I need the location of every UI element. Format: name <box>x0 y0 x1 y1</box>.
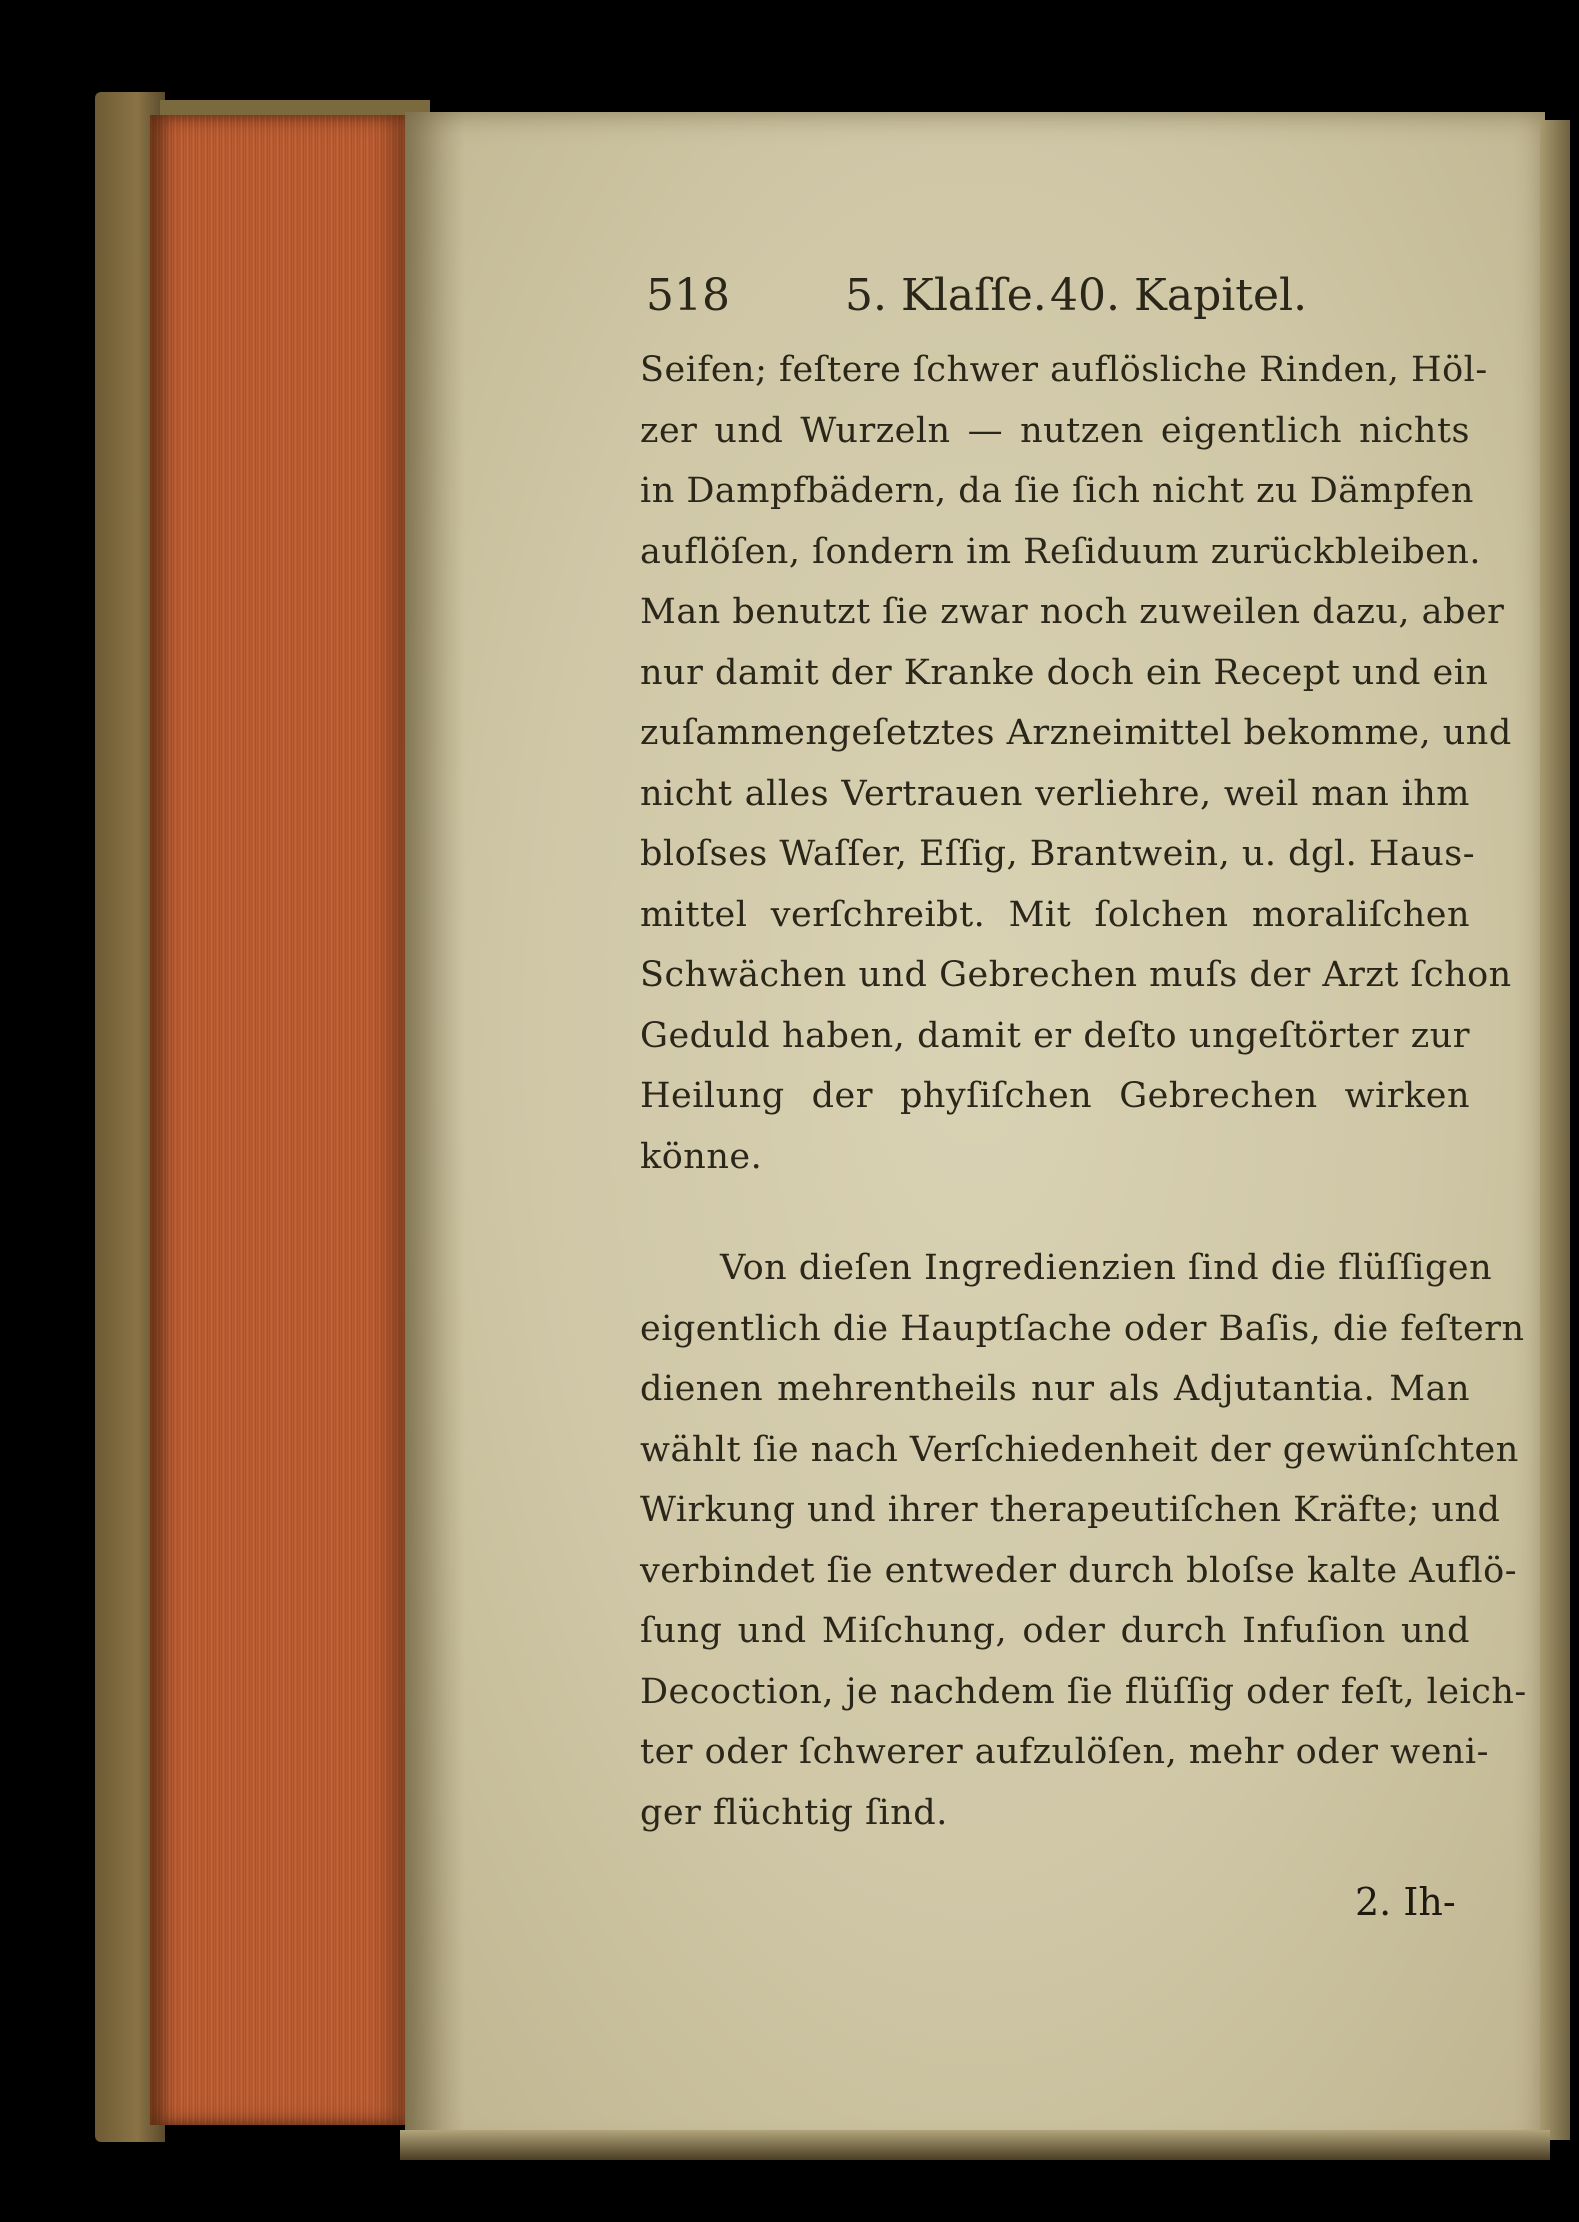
text-line: ter oder ſchwerer aufzulöſen, mehr oder weni- <box>640 1732 1489 1772</box>
paragraph-2 <box>640 1238 1527 1843</box>
running-head <box>640 270 1470 340</box>
text-line: könne. <box>640 1136 763 1177</box>
chapter-label: 40. Kapitel. <box>1050 270 1308 321</box>
text-line: Heilung der phyſiſchen Gebrechen wirken <box>640 1076 1470 1116</box>
text-line: zuſammengeſetztes Arzneimittel bekomme, und <box>640 713 1512 753</box>
text-line: Wirkung und ihrer therapeutiſchen Kräfte; und <box>640 1490 1501 1530</box>
page-number: 518 <box>646 270 730 321</box>
paragraph-gap <box>640 1187 1470 1238</box>
text-line: dienen mehrentheils nur als Adjutantia. Man <box>640 1369 1470 1409</box>
text-line: wählt ſie nach Verſchiedenheit der gewünſchten <box>640 1429 1519 1470</box>
text-line: ſung und Miſchung, oder durch Infuſion und <box>640 1611 1470 1651</box>
text-line: Man benutzt ſie zwar noch zuweilen dazu, aber <box>640 592 1505 632</box>
text-line: eigentlich die Hauptſache oder Baſis, die feſtern <box>640 1308 1525 1349</box>
text-line: in Dampfbädern, da ſie ſich nicht zu Dämpfen <box>640 471 1474 511</box>
text-line: verbindet ſie entweder durch bloſse kalte Auflö- <box>640 1550 1518 1591</box>
class-label: 5. Klaſſe. <box>845 270 1047 321</box>
page-text <box>640 270 1527 1843</box>
text-line: nur damit der Kranke doch ein Recept und ein <box>640 652 1489 693</box>
text-line: Von dieſen Ingredienzien ſind die flüſſigen <box>720 1248 1493 1288</box>
text-line: nicht alles Vertrauen verliehre, weil man ihm <box>640 773 1470 814</box>
text-line: ger flüchtig ſind. <box>640 1792 948 1833</box>
page-block-edges <box>150 115 410 2125</box>
text-line: bloſses Waſſer, Eſſig, Brantwein, u. dgl. Haus- <box>640 834 1476 874</box>
page-right-edge <box>1540 120 1570 2140</box>
text-line: mittel verſchreibt. Mit ſolchen moraliſchen <box>640 894 1470 935</box>
text-line: Geduld haben, damit er deſto ungeſtörter zur <box>640 1015 1470 1056</box>
page-bottom-edge <box>400 2130 1550 2160</box>
text-line: Seifen; feſtere ſchwer auflösliche Rinden, Höl- <box>640 350 1488 390</box>
text-line: Schwächen und Gebrechen muſs der Arzt ſchon <box>640 955 1512 995</box>
text-line: zer und Wurzeln — nutzen eigentlich nichts <box>640 410 1470 451</box>
text-line: Decoction, je nachdem ſie flüſſig oder feſt, leich- <box>640 1671 1527 1712</box>
catchword: 2. Ih- <box>1355 1880 1456 1924</box>
text-line: auflöſen, ſondern im Reſiduum zurückbleiben. <box>640 531 1482 572</box>
gutter-shadow <box>405 112 465 2152</box>
paragraph-1 <box>640 340 1512 1187</box>
